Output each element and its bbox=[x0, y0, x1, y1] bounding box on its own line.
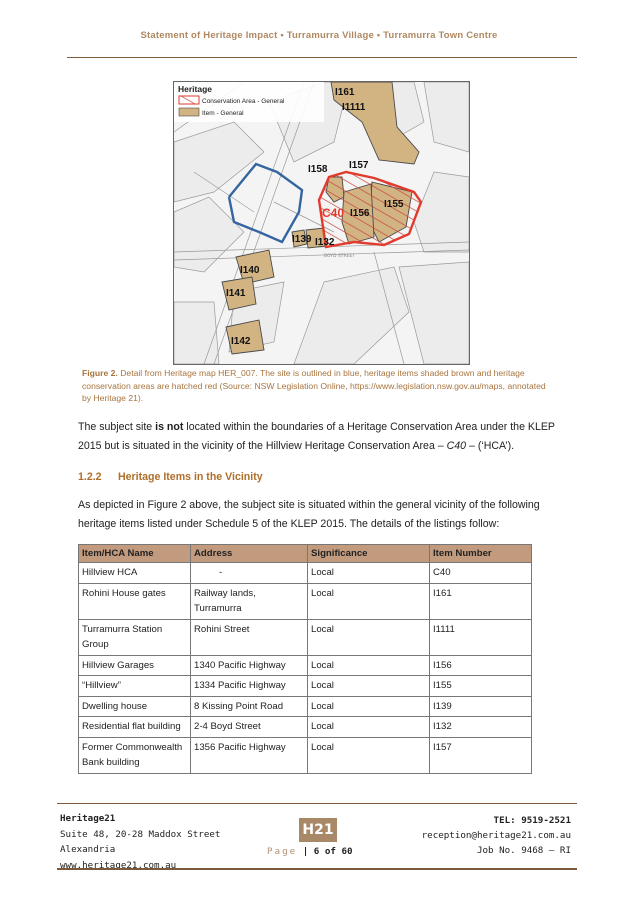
footer-bottom-rule bbox=[57, 868, 577, 870]
label-i157: I157 bbox=[349, 160, 369, 171]
paragraph-items-intro: As depicted in Figure 2 above, the subject site is situated within the general vicinity of the following heritage items listed under Schedule 5 of the KLEP 2015. The details of the listings follow: bbox=[78, 499, 540, 530]
label-i142: I142 bbox=[231, 336, 251, 347]
table-cell: Hillview Garages bbox=[79, 655, 191, 676]
table-cell: Local bbox=[308, 655, 430, 676]
paragraph-hca bbox=[78, 418, 570, 456]
footer-brand: Heritage21 bbox=[60, 813, 116, 824]
label-i158: I158 bbox=[308, 164, 328, 175]
paragraph-hca-text-c: – (‘HCA’). bbox=[466, 440, 515, 452]
label-i1111: I1111 bbox=[342, 102, 366, 113]
footer-contact-block bbox=[422, 813, 571, 858]
legend-title: Heritage bbox=[178, 84, 213, 94]
table-cell: Residential flat building bbox=[79, 717, 191, 738]
table-row bbox=[79, 655, 532, 676]
table-cell: I132 bbox=[430, 717, 532, 738]
table-row bbox=[79, 737, 532, 773]
table-header-cell: Item/HCA Name bbox=[79, 545, 191, 563]
label-i140: I140 bbox=[240, 265, 260, 276]
table-cell: “Hillview” bbox=[79, 676, 191, 697]
table-cell: 1356 Pacific Highway bbox=[191, 737, 308, 773]
label-i139: I139 bbox=[292, 234, 312, 245]
page-word: Page bbox=[267, 846, 298, 857]
table-row bbox=[79, 619, 532, 655]
legend-item-swatch bbox=[179, 108, 199, 116]
table-cell: Former Commonwealth Bank building bbox=[79, 737, 191, 773]
map-graphic bbox=[174, 82, 469, 364]
label-i156: I156 bbox=[350, 208, 370, 219]
page-number bbox=[267, 846, 353, 857]
paragraph-hca-bold: is not bbox=[155, 421, 184, 433]
table-cell: 8 Kissing Point Road bbox=[191, 696, 308, 717]
table-cell: Local bbox=[308, 563, 430, 584]
legend-conservation-label: Conservation Area - General bbox=[202, 98, 285, 105]
label-i132: I132 bbox=[315, 237, 335, 248]
table-row bbox=[79, 717, 532, 738]
table-row bbox=[79, 563, 532, 584]
table-cell: - bbox=[191, 563, 308, 584]
table-header-row bbox=[79, 545, 532, 563]
table-row bbox=[79, 676, 532, 697]
table-cell: Dwelling house bbox=[79, 696, 191, 717]
footer-address-line2: Alexandria bbox=[60, 844, 116, 855]
label-i161: I161 bbox=[335, 87, 355, 98]
header-rule bbox=[67, 57, 577, 58]
paragraph-hca-text-a: The subject site bbox=[78, 421, 156, 433]
table-cell: Hillview HCA bbox=[79, 563, 191, 584]
footer-address-line1: Suite 48, 20-28 Maddox Street bbox=[60, 828, 221, 840]
figure-caption-text: Detail from Heritage map HER_007. The site is outlined in blue, heritage items shaded brown and heritage conservation areas are hatched red (Source: NSW Legislation Online, https://www.legislation.nsw.gov.au/maps, annotated by Heritage 21). bbox=[82, 368, 546, 403]
table-cell: Rohini House gates bbox=[79, 583, 191, 619]
footer-telephone: TEL: 9519-2521 bbox=[493, 815, 571, 826]
page-count: 6 of 60 bbox=[313, 846, 353, 857]
footer-rule bbox=[57, 803, 577, 804]
label-i141: I141 bbox=[226, 288, 246, 299]
label-i155: I155 bbox=[384, 199, 404, 210]
table-cell: I155 bbox=[430, 676, 532, 697]
footer-website-link[interactable]: www.heritage21.com.au bbox=[60, 859, 177, 871]
table-cell: 1334 Pacific Highway bbox=[191, 676, 308, 697]
footer-job-number: Job No. 9468 – RI bbox=[476, 845, 571, 856]
table-cell: Turramurra Station Group bbox=[79, 619, 191, 655]
section-heading bbox=[78, 471, 263, 483]
heritage21-logo: H21 bbox=[299, 818, 337, 842]
map-legend bbox=[174, 82, 324, 122]
table-cell: Railway lands, Turramurra bbox=[191, 583, 308, 619]
table-cell: 1340 Pacific Highway bbox=[191, 655, 308, 676]
heritage-map bbox=[173, 81, 470, 365]
table-cell: Local bbox=[308, 737, 430, 773]
table-row bbox=[79, 583, 532, 619]
table-cell: I157 bbox=[430, 737, 532, 773]
table-cell: Local bbox=[308, 717, 430, 738]
table-header-cell: Item Number bbox=[430, 545, 532, 563]
table-cell: Local bbox=[308, 583, 430, 619]
paragraph-hca-italic: C40 bbox=[446, 440, 467, 452]
table-cell: Rohini Street bbox=[191, 619, 308, 655]
street-name-label: BOYD STREET bbox=[324, 254, 356, 259]
table-cell: I1111 bbox=[430, 619, 532, 655]
figure-caption bbox=[82, 367, 552, 405]
table-cell: I161 bbox=[430, 583, 532, 619]
footer-address-block bbox=[60, 811, 220, 873]
table-cell: Local bbox=[308, 619, 430, 655]
table-cell: 2-4 Boyd Street bbox=[191, 717, 308, 738]
legend-hatch-swatch bbox=[179, 96, 199, 104]
table-cell: I139 bbox=[430, 696, 532, 717]
figure-label: Figure 2. bbox=[82, 368, 118, 378]
page-separator: | bbox=[302, 846, 309, 857]
table-cell: Local bbox=[308, 676, 430, 697]
table-row bbox=[79, 696, 532, 717]
footer-email-link[interactable]: reception@heritage21.com.au bbox=[421, 830, 571, 841]
table-header-cell: Address bbox=[191, 545, 308, 563]
table-cell: Local bbox=[308, 696, 430, 717]
table-cell: I156 bbox=[430, 655, 532, 676]
section-number: 1.2.2 bbox=[78, 471, 102, 483]
legend-item-label: Item - General bbox=[202, 110, 244, 117]
running-header: Statement of Heritage Impact • Turramurra Village • Turramurra Town Centre bbox=[140, 30, 498, 41]
table-header-cell: Significance bbox=[308, 545, 430, 563]
label-c40: C40 bbox=[322, 206, 345, 220]
section-title: Heritage Items in the Vicinity bbox=[118, 471, 263, 483]
paragraph-hca-text-b: located within the boundaries of a Heritage Conservation Area under the KLEP 2015 but is situated in the vicinity of the Hillview Heritage Conservation Area – bbox=[78, 421, 555, 452]
table-cell: C40 bbox=[430, 563, 532, 584]
heritage-items-table bbox=[78, 544, 532, 774]
